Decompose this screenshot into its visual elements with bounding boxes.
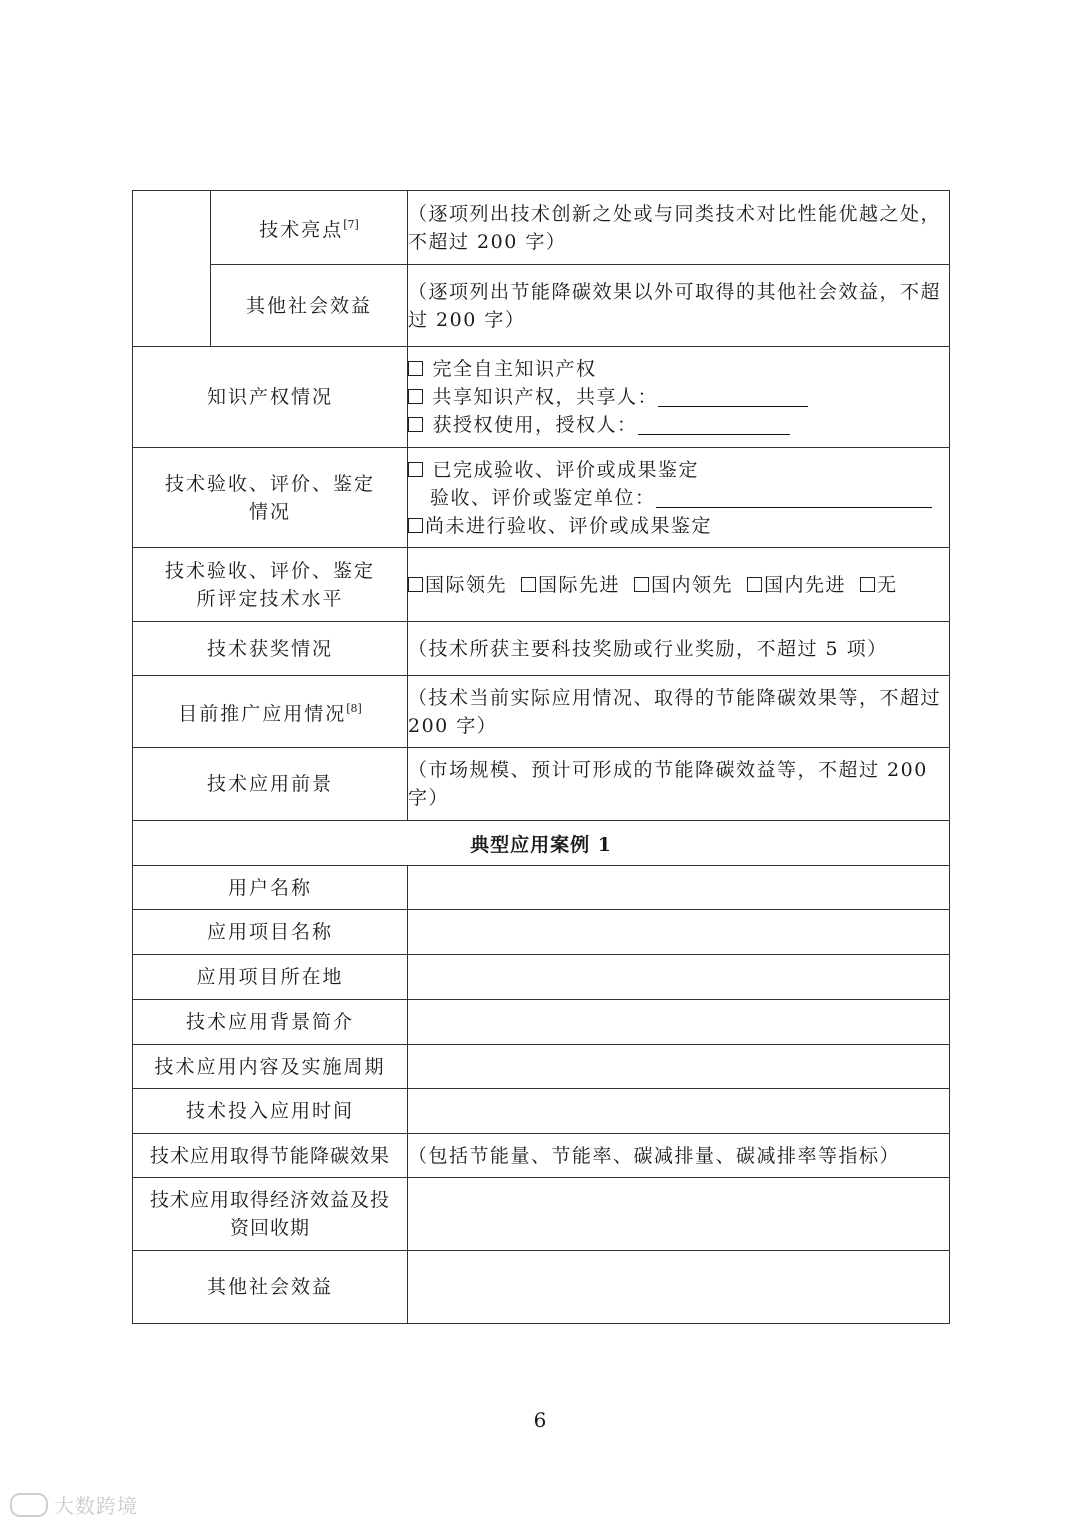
case-title: 典型应用案例 1	[133, 821, 950, 866]
row-tech-highlight	[133, 191, 950, 265]
row-background	[133, 1000, 950, 1045]
desc-prospect[interactable]: （市场规模、预计可形成的节能降碳效益等，不超过 200 字）	[408, 748, 950, 821]
row-case-social	[133, 1251, 950, 1324]
desc-promotion[interactable]: （技术当前实际应用情况、取得的节能降碳效果等，不超过 200 字）	[408, 676, 950, 748]
label-acceptance: 技术验收、评价、鉴定 情况	[133, 448, 408, 548]
label-case-social: 其他社会效益	[133, 1251, 408, 1324]
field-apply-time[interactable]	[408, 1089, 950, 1134]
tech-level-options: 国际领先 国际先进 国内领先 国内先进 无	[408, 548, 950, 622]
label-background: 技术应用背景简介	[133, 1000, 408, 1045]
checkbox-intl-advanced[interactable]	[521, 577, 536, 592]
row-apply-time	[133, 1089, 950, 1134]
row-project-location	[133, 955, 950, 1000]
label-tech-level: 技术验收、评价、鉴定 所评定技术水平	[133, 548, 408, 622]
row-awards	[133, 622, 950, 676]
desc-social-benefit[interactable]: （逐项列出节能降碳效果以外可取得的其他社会效益，不超过 200 字）	[408, 265, 950, 347]
row-effect	[133, 1134, 950, 1178]
row-social-benefit	[133, 265, 950, 347]
row-prospect	[133, 748, 950, 821]
label-promotion: 目前推广应用情况[8]	[133, 676, 408, 748]
accept-unit-input[interactable]	[656, 489, 932, 508]
desc-awards[interactable]: （技术所获主要科技奖励或行业奖励，不超过 5 项）	[408, 622, 950, 676]
checkbox-not-accepted[interactable]	[408, 518, 423, 533]
watermark	[10, 1490, 138, 1519]
label-apply-time: 技术投入应用时间	[133, 1089, 408, 1134]
field-user-name[interactable]	[408, 866, 950, 910]
field-project-location[interactable]	[408, 955, 950, 1000]
row-project-name	[133, 910, 950, 955]
ip-opt-licensed: 获授权使用，授权人：	[432, 414, 638, 436]
row-economic	[133, 1178, 950, 1251]
page-number: 6	[533, 1408, 547, 1432]
label-awards: 技术获奖情况	[133, 622, 408, 676]
label-user-name: 用户名称	[133, 866, 408, 910]
desc-tech-highlight[interactable]: （逐项列出技术创新之处或与同类技术对比性能优越之处，不超过 200 字）	[408, 191, 950, 265]
label-social-benefit: 其他社会效益	[211, 265, 408, 347]
checkbox-ip-shared[interactable]	[408, 389, 423, 404]
field-project-name[interactable]	[408, 910, 950, 955]
sharer-input[interactable]	[658, 388, 808, 407]
label-prospect: 技术应用前景	[133, 748, 408, 821]
row-ip	[133, 347, 950, 448]
watermark-logo-icon	[10, 1493, 48, 1517]
label-ip: 知识产权情况	[133, 347, 408, 448]
checkbox-dom-advanced[interactable]	[747, 577, 762, 592]
row-acceptance	[133, 448, 950, 548]
ip-opt-shared: 共享知识产权，共享人：	[432, 386, 659, 408]
desc-effect[interactable]: （包括节能量、节能率、碳减排量、碳减排率等指标）	[408, 1134, 950, 1178]
ip-opt-own: 完全自主知识产权	[432, 358, 597, 380]
acceptance-options: 已完成验收、评价或成果鉴定 验收、评价或鉴定单位： 尚未进行验收、评价或成果鉴定	[408, 448, 950, 548]
licensor-input[interactable]	[638, 416, 790, 435]
merged-side-cell	[133, 191, 211, 347]
row-tech-level	[133, 548, 950, 622]
row-user-name	[133, 866, 950, 910]
field-content[interactable]	[408, 1045, 950, 1089]
checkbox-intl-leading[interactable]	[408, 577, 423, 592]
field-economic[interactable]	[408, 1178, 950, 1251]
application-form-table	[132, 190, 950, 1324]
checkbox-accepted[interactable]	[408, 462, 423, 477]
label-project-location: 应用项目所在地	[133, 955, 408, 1000]
row-case-title	[133, 821, 950, 866]
field-background[interactable]	[408, 1000, 950, 1045]
label-tech-highlight: 技术亮点[7]	[211, 191, 408, 265]
row-content	[133, 1045, 950, 1089]
checkbox-dom-leading[interactable]	[634, 577, 649, 592]
field-case-social[interactable]	[408, 1251, 950, 1324]
label-economic: 技术应用取得经济效益及投 资回收期	[133, 1178, 408, 1251]
ip-options	[408, 347, 950, 448]
checkbox-none[interactable]	[860, 577, 875, 592]
label-content: 技术应用内容及实施周期	[133, 1045, 408, 1089]
checkbox-ip-licensed[interactable]	[408, 417, 423, 432]
watermark-text: 大数跨境	[54, 1494, 138, 1518]
label-project-name: 应用项目名称	[133, 910, 408, 955]
row-promotion	[133, 676, 950, 748]
label-effect: 技术应用取得节能降碳效果	[133, 1134, 408, 1178]
checkbox-ip-own[interactable]	[408, 361, 423, 376]
